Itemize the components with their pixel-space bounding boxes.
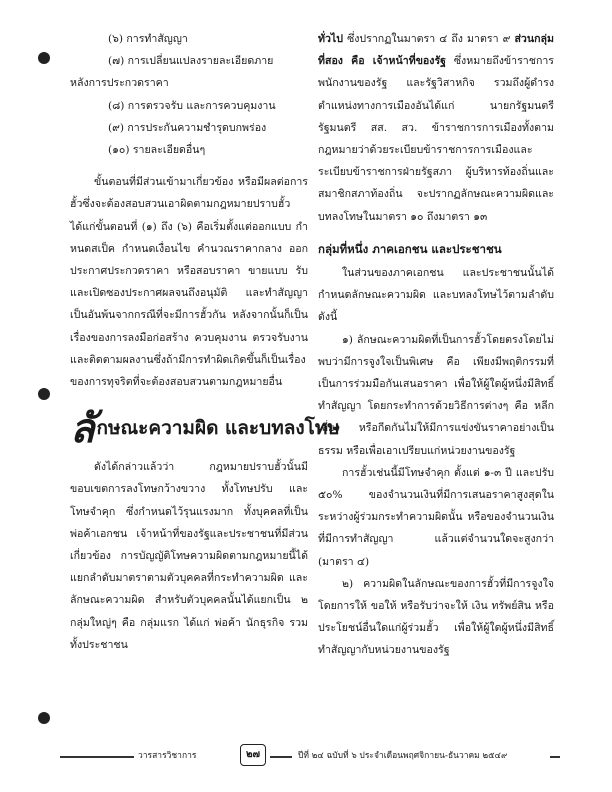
right-column — [318, 28, 554, 662]
section-title — [70, 405, 340, 453]
bold-group-two: ส่วนกลุ่มที่สอง คือ เจ้าหน้าที่ของรัฐ — [318, 33, 554, 68]
footer-issue: ปีที่ ๒๔ ฉบับที่ ๖ ประจำเดือนพฤศจิกายน-ธันวาคม ๒๕๔๙ — [298, 751, 508, 761]
page-number: ๒๗ — [240, 744, 266, 766]
page-footer — [60, 744, 560, 768]
section-title-initial: ลั — [70, 405, 95, 453]
list-item: (๘) การตรวจรับ และการควบคุมงาน — [108, 99, 276, 112]
list-item-continuation: หลังการประกวดราคา — [70, 77, 169, 90]
paragraph-offense-2: ๒) ความผิดในลักษณะของการฮั้วที่มีการจูงใจโดยการให้ ขอให้ หรือรับว่าจะให้ เงิน ทรัพย์สิน หรือประโยชน์อื่นใดแก่ผู้ร่วมฮั้ว เพื่อให้ผู้ใดผู้หนึ่งมีสิทธิ์ทำสัญญากับหน่วยงานของรัฐ — [318, 577, 554, 657]
paragraph-procedure: ขั้นตอนที่มีส่วนเข้ามาเกี่ยวข้อง หรือมีผลต่อการฮั้วซึ่งจะต้องสอบสวนเอาผิดตามกฎหมายปราบฮั้ว ได้แก่ขั้นตอนที่ (๑) ถึง (๖) คือเริ่มตั้งแต่ออกแบบ กำหนดสเป็ค กำหนดเงื่อนไข คำนวณราคากลาง ออกประกาศประกวดราคา หรือสอบราคา ขายแบบ รับและเปิดซองประกาศผลจนถึงอนุมัติ และทำสัญญา เป็นอันพ้นจากกรณีที่จะมีการฮั้วกัน หลังจากนั้นก็เป็นเรื่องของการลงมือก่อสร้าง ควบคุมงาน ตรวจรับงาน และติดตามผลงานซึ่งถ้ามีการทำผิดเกิดขึ้นก็เป็นเรื่องของการทุจริตที่จะต้องสอบสวนตามกฎหมายอื่น — [70, 176, 308, 389]
text-run: ซึ่งปรากฏในมาตรา ๔ ถึง มาตรา ๙ — [342, 33, 515, 45]
footer-rule — [550, 756, 560, 758]
footer-rule — [270, 756, 292, 758]
paragraph-private-sector: ในส่วนของภาคเอกชน และประชาชนนั้นได้กำหนดลักษณะความผิด และบทลงโทษไว้ตามลำดับ ดังนี้ — [318, 267, 554, 324]
section-title-text: กษณะความผิด และบทลงโทษ — [96, 417, 340, 440]
paragraph-groups — [318, 28, 554, 228]
paragraph-penalty: การฮั้วเช่นนี้มีโทษจำคุก ตั้งแต่ ๑-๓ ปี และปรับ ๕๐% ของจำนวนเงินที่มีการเสนอราคาสูงสุดในระหว่างผู้ร่วมกระทำความผิดนั้น หรือของจำนวนเงินที่มีการทำสัญญา แล้วแต่จำนวนใดจะสูงกว่า (มาตรา ๔) — [318, 466, 554, 568]
paragraph-scope: ดังได้กล่าวแล้วว่า กฎหมายปราบฮั้วนั้นมีขอบเขตการลงโทษกว้างขวาง ทั้งโทษปรับ และโทษจำคุก ซึ่งกำหนดไว้รุนแรงมาก ทั้งบุคคลที่เป็นพ่อค้าเอกชน เจ้าหน้าที่ของรัฐและประชาชนที่มีส่วนเกี่ยวข้อง การบัญญัติโทษความผิดตามกฎหมายนี้ได้แยกลำดับมาตราตามตัวบุคคลที่กระทำความผิด และลักษณะความผิด สำหรับตัวบุคคลนั้นได้แยกเป็น ๒ กลุ่มใหญ่ๆ คือ กลุ่มแรก ได้แก่ พ่อค้า นักธุรกิจ รวมทั้งประชาชน — [70, 461, 308, 651]
bold-lead: ทั่วไป — [318, 33, 343, 45]
paragraph-offense-1: ๑) ลักษณะความผิดที่เป็นการฮั้วโดยตรงโดยไม่พบว่ามีการจูงใจเป็นพิเศษ คือ เพียงมีพฤติกรรมที่เป็นการร่วมมือกันเสนอราคา เพื่อให้ผู้ใดผู้หนึ่งมีสิทธิ์ทำสัญญา โดยกระทำการด้วยวิธีการต่างๆ คือ หลีกเลี่ยง หรือกีดกันไม่ให้มีการแข่งขันราคาอย่างเป็นธรรม หรือเพื่อเอาเปรียบแก่หน่วยงานของรัฐ — [318, 333, 554, 457]
subheading: กลุ่มที่หนึ่ง ภาคเอกชน และประชาชน — [318, 241, 502, 256]
footer-journal-name: วารสารวิชาการ — [138, 751, 197, 761]
list-item: (๑๐) รายละเอียดอื่นๆ — [108, 144, 206, 157]
punch-hole-bottom — [38, 712, 50, 724]
list-item: (๖) การทำสัญญา — [108, 33, 188, 45]
footer-rule — [60, 756, 134, 758]
list-item: (๙) การประกันความชำรุดบกพร่อง — [108, 121, 267, 134]
punch-hole-middle — [38, 388, 50, 400]
text-run: ซึ่งหมายถึงข้าราชการ พนักงานของรัฐ และรัฐวิสาหกิจ รวมถึงผู้ดำรงตำแหน่งทางการเมืองอันได้แก่ นายกรัฐมนตรี รัฐมนตรี สส. สว. ข้าราชการการเมืองทั้งตามกฎหมายว่าด้วยระเบียบข้าราชการการเมืองและระเบียบข้าราชการฝ่ายรัฐสภา ผู้บริหารท้องถิ่นและสมาชิกสภาท้องถิ่น จะปรากฏลักษณะความผิดและบทลงโทษในมาตรา ๑๐ ถึงมาตรา ๑๓ — [318, 55, 555, 223]
punch-hole-top — [38, 52, 50, 64]
list-item: (๗) การเปลี่ยนแปลงรายละเอียดภาย — [108, 55, 274, 68]
